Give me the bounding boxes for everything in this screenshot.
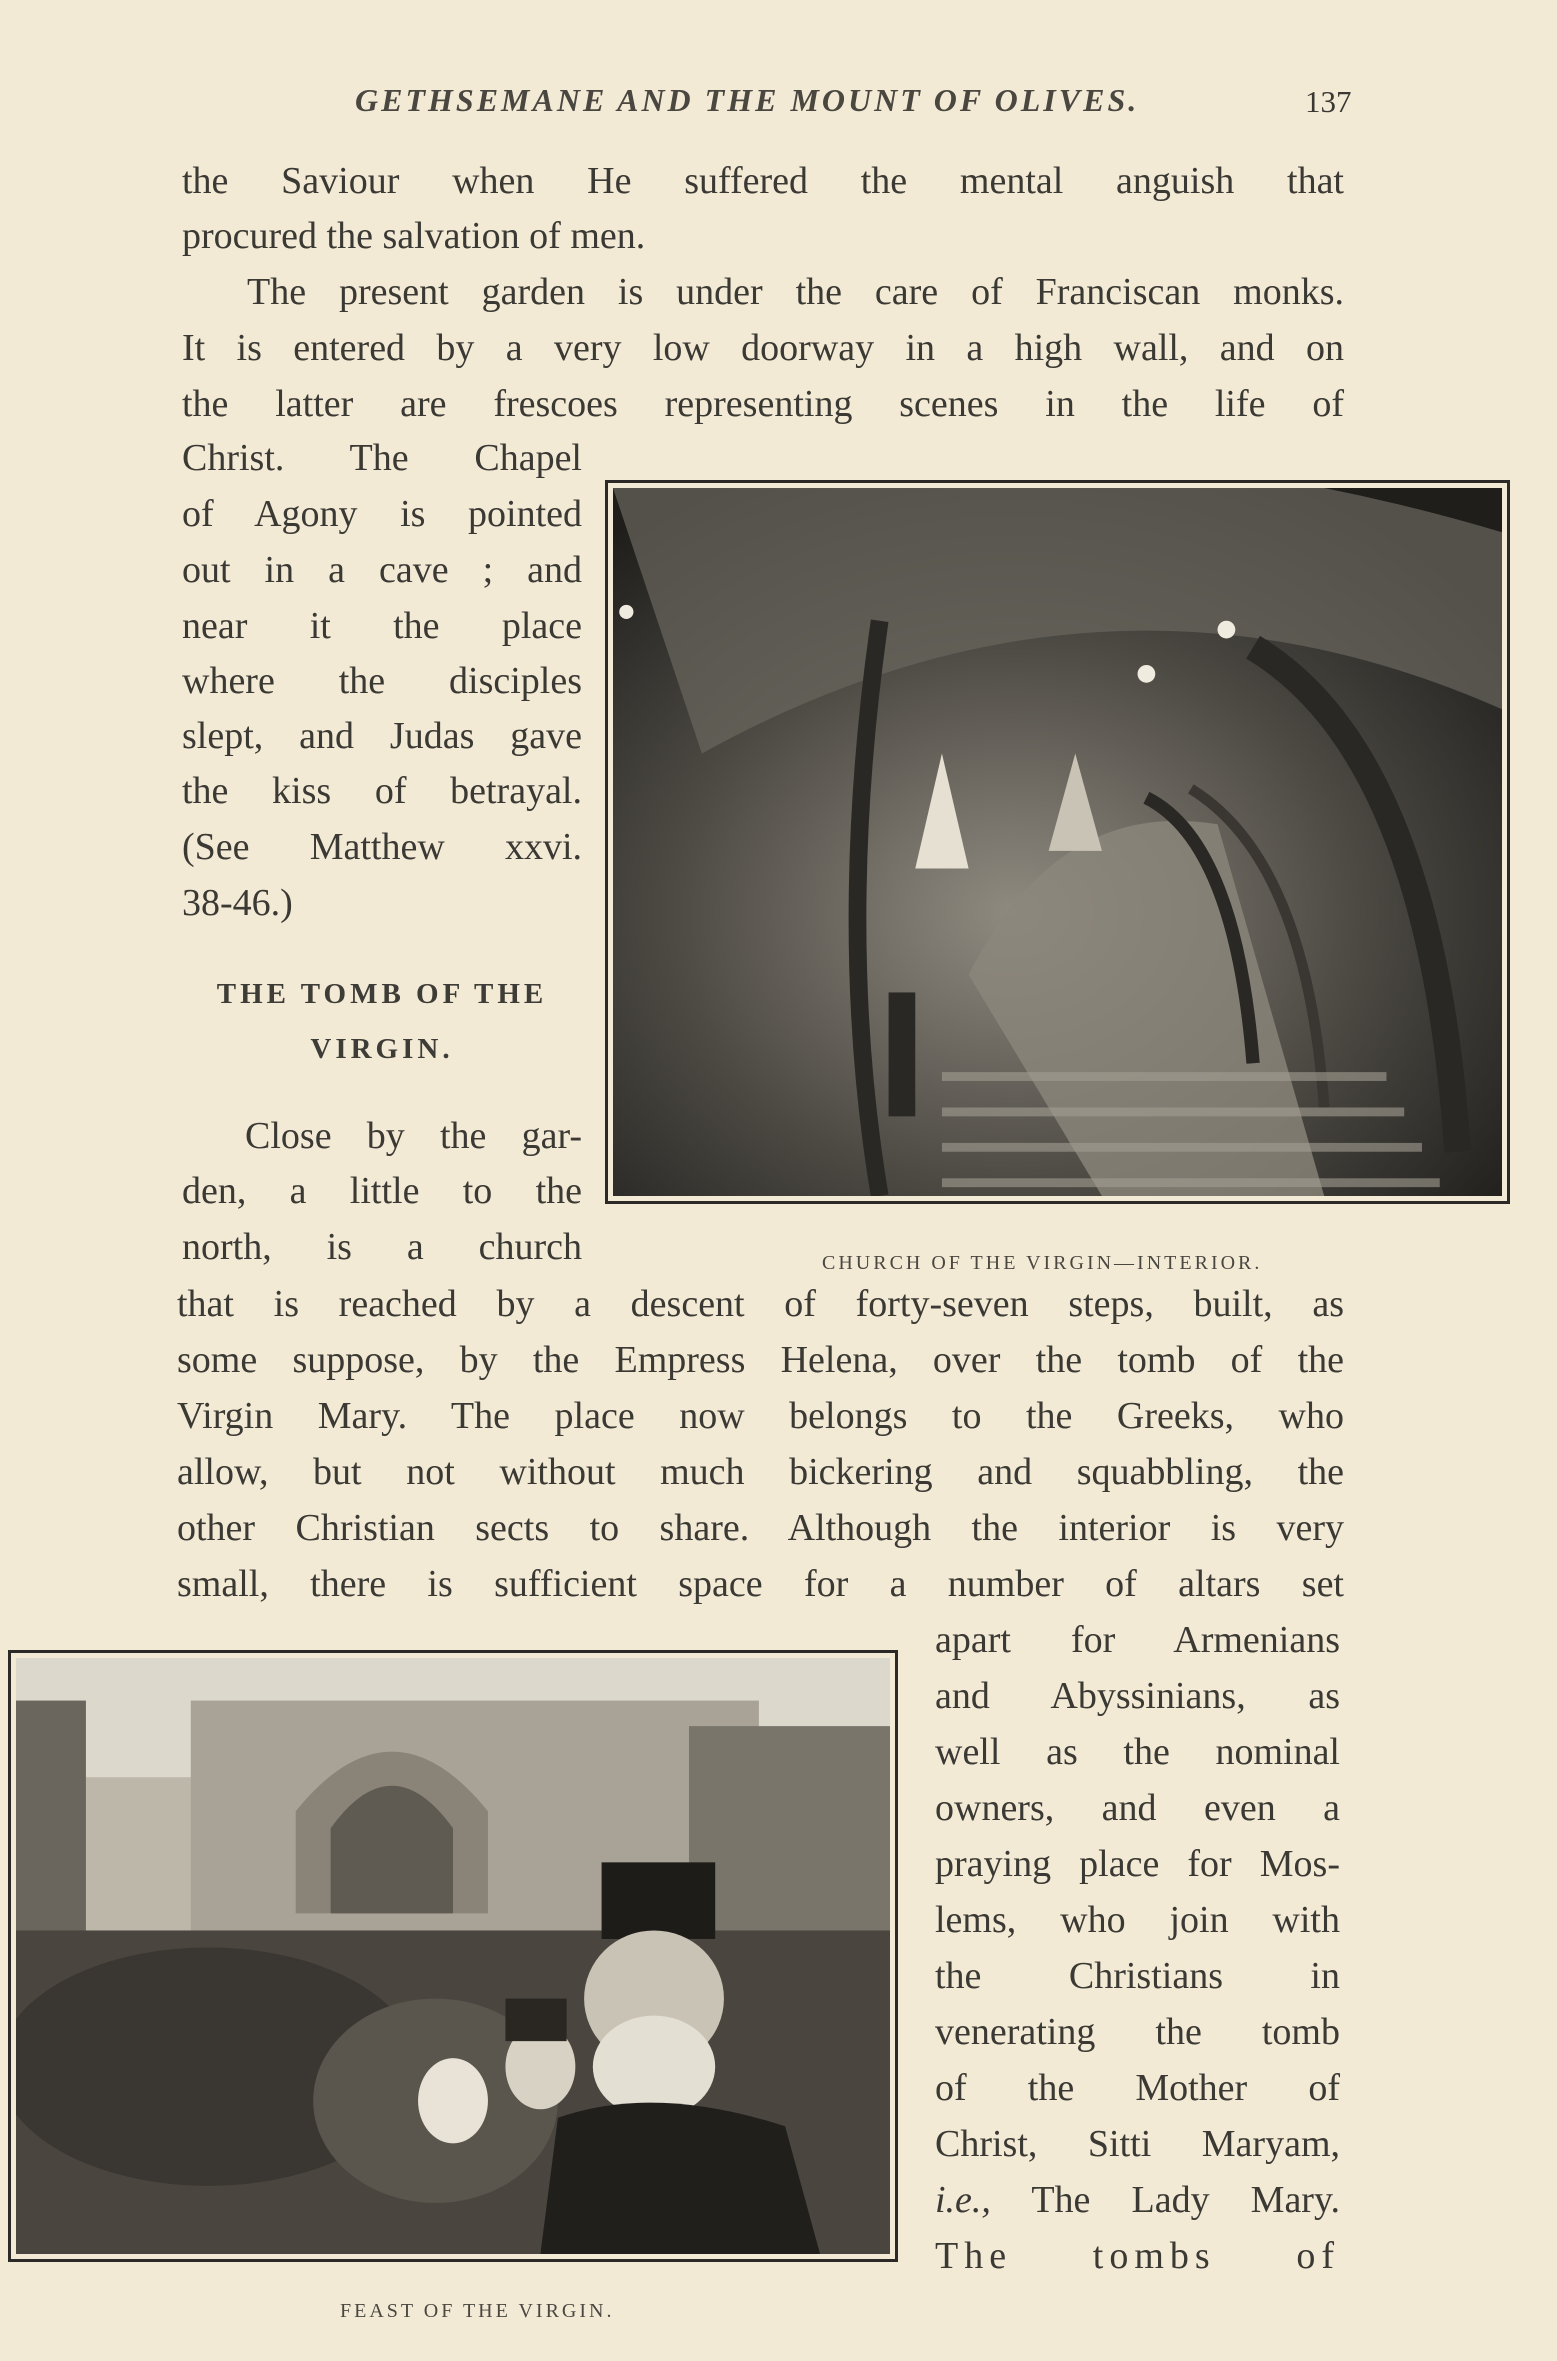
text-line: the latter are frescoes representing scenes in the life of — [182, 383, 1344, 425]
text-line: allow, but not without much bickering and squabbling, the — [177, 1451, 1344, 1493]
text-line: some suppose, by the Empress Helena, over the tomb of the — [177, 1339, 1344, 1381]
text-line: that is reached by a descent of forty-seven steps, built, as — [177, 1283, 1344, 1325]
text-line: apart for Armenians — [935, 1619, 1340, 1661]
church-interior-illustration — [605, 480, 1510, 1204]
text-line: den, a little to the — [182, 1170, 582, 1212]
text-line: owners, and even a — [935, 1787, 1340, 1829]
text-line: venerating the tomb — [935, 2011, 1340, 2053]
text-line: (See Matthew xxvi. — [182, 826, 582, 868]
text-line: the Saviour when He suffered the mental anguish that — [182, 160, 1344, 202]
feast-of-virgin-illustration — [8, 1650, 898, 2262]
text-line: of Agony is pointed — [182, 493, 582, 535]
text-line: well as the nominal — [935, 1731, 1340, 1773]
figure-caption-feast: FEAST OF THE VIRGIN. — [340, 2300, 615, 2322]
church-interior-image — [613, 488, 1502, 1196]
text-line: other Christian sects to share. Although the interior is very — [177, 1507, 1344, 1549]
text-line: out in a cave ; and — [182, 549, 582, 591]
text-line: praying place for Mos- — [935, 1843, 1340, 1885]
text-line: slept, and Judas gave — [182, 715, 582, 757]
text-line: The present garden is under the care of Franciscan monks. — [247, 271, 1344, 313]
text-line: It is entered by a very low doorway in a high wall, and on — [182, 327, 1344, 369]
text-line — [935, 2176, 1340, 2224]
section-heading-line-1: THE TOMB OF THE — [216, 978, 548, 1010]
text-line: small, there is sufficient space for a number of altars set — [177, 1563, 1344, 1605]
text-line: the kiss of betrayal. — [182, 770, 582, 812]
figure-caption-interior: CHURCH OF THE VIRGIN—INTERIOR. — [822, 1252, 1263, 1274]
text-line: and Abyssinians, as — [935, 1675, 1340, 1717]
text-fragment: The Lady Mary. — [1031, 2179, 1340, 2221]
text-line: north, is a church — [182, 1226, 582, 1268]
text-line: procured the salvation of men. — [182, 215, 646, 257]
text-line: 38-46.) — [182, 882, 293, 924]
text-line: where the disciples — [182, 660, 582, 702]
text-line: lems, who join with — [935, 1899, 1340, 1941]
text-line: the Christians in — [935, 1955, 1340, 1997]
feast-of-virgin-image — [16, 1658, 890, 2254]
text-line: Close by the gar- — [245, 1115, 582, 1157]
text-line: The tombs of — [935, 2235, 1340, 2277]
running-head: GETHSEMANE AND THE MOUNT OF OLIVES. — [355, 82, 1140, 118]
text-line: near it the place — [182, 605, 582, 647]
ie-abbreviation: i.e., — [935, 2179, 991, 2221]
text-line: Christ, Sitti Maryam, — [935, 2123, 1340, 2165]
page-number: 137 — [1305, 84, 1352, 119]
text-line: Christ. The Chapel — [182, 437, 582, 479]
section-heading-line-2: VIRGIN. — [310, 1033, 454, 1065]
text-line: Virgin Mary. The place now belongs to the Greeks, who — [177, 1395, 1344, 1437]
text-line: of the Mother of — [935, 2067, 1340, 2109]
